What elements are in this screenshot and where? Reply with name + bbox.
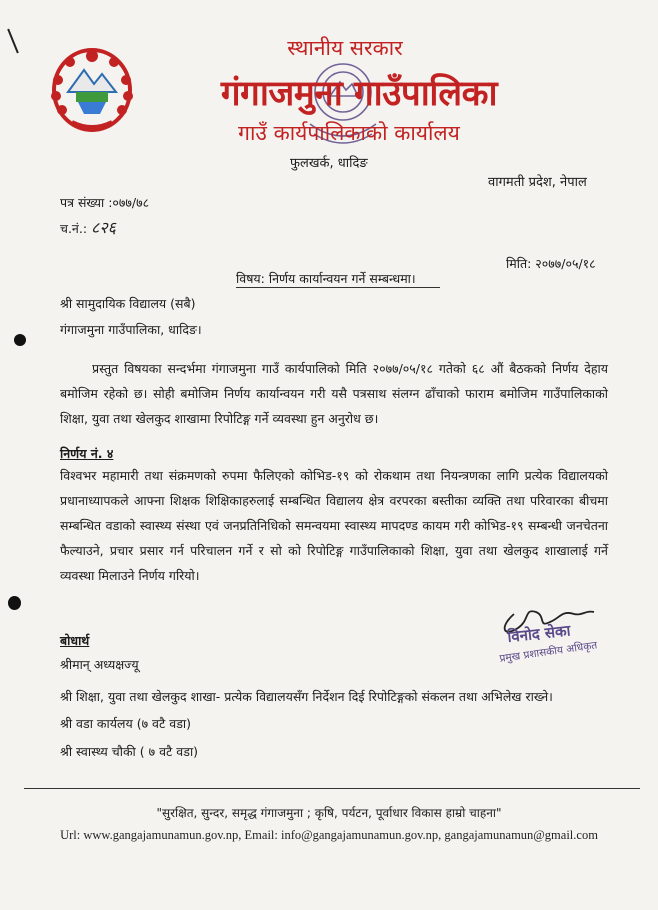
signature-block (490, 598, 620, 668)
decision-number-heading: निर्णय नं. ४ (60, 446, 114, 461)
recipient-line-2: गंगाजमुना गाउँपालिका, धादिङ। (60, 322, 202, 337)
letter-reference-number: पत्र संख्या :०७७/७८ (60, 195, 150, 210)
header-office-name: गाउँ कार्यपालिकाको कार्यालय (238, 121, 460, 145)
footer-slogan: "सुरक्षित, सुन्दर, समृद्ध गंगाजमुना ; कृषि, पर्यटन, पूर्वाधार विकास हाम्रो चाहना" (156, 806, 502, 820)
punch-hole (14, 334, 26, 346)
signature-name: विनोद सेका (506, 621, 572, 646)
decision-paragraph: विश्वभर महामारी तथा संक्रमणको रुपमा फैलिएको कोभिड-१९ को रोकथाम तथा नियन्त्रणका लागि प्रत्येक विद्यालयको प्रधानाध्यापकले आफ्ना शिक्षक शिक्षिकाहरुलाई सम्बन्धित विद्यालय क्षेत्र वरपरका बस्तीका व्यक्ति तथा परिवारका बीचमा सम्बन्धित वडाको स्वास्थ्य संस्था एवं जनप्रतिनिधिको समन्वयमा स्वास्थ्य मापदण्ड कायम गरी कोभिड-१९ सम्बन्धी जनचेतना फैल्याउने, प्रचार प्रसार गर्न परिचालन गर्ने र सो को रिपोटिङ्ग गाउँपालिकाको शिक्षा, युवा तथा खेलकुद शाखालाई गर्ने व्यवस्था मिलाउने निर्णय गरियो। (60, 468, 608, 583)
dispatch-number (60, 216, 116, 238)
cc-item: श्री स्वास्थ्य चौकी ( ७ वटै वडा) (60, 744, 199, 759)
letter-date: मिति: २०७७/०५/१८ (506, 256, 596, 271)
footer-divider (24, 788, 640, 789)
body-paragraph-1: प्रस्तुत विषयका सन्दर्भमा गंगाजमुना गाउँ कार्यपालिको मिति २०७७/०५/१८ गतेको ६८ औं बैठकको निर्णय देहाय बमोजिम रहेको छ। सोही बमोजिम निर्णय कार्यान्वयन गरी यसै पत्रसाथ संलग्न ढाँचाको फाराम बमोजिम गाउँपालिकाको शिक्षा, युवा तथा खेलकुद शाखामा रिपोटिङ्ग गर्ने व्यवस्था हुन अनुरोध छ। (60, 361, 608, 426)
cc-item: श्रीमान् अध्यक्षज्यू (60, 657, 139, 672)
signature-title: प्रमुख प्रशासकीय अधिकृत (498, 639, 599, 665)
cc-heading: बोधार्थ (60, 633, 90, 648)
recipient-line-1: श्री सामुदायिक विद्यालय (सबै) (60, 296, 196, 311)
cc-item: श्री शिक्षा, युवा तथा खेलकुद शाखा- प्रत्येक विद्यालयसँग निर्देशन दिई रिपोटिङ्गको संकलन तथा अभिलेख राख्ने। (60, 689, 553, 704)
footer-contact: Url: www.gangajamunamun.gov.np, Email: info@gangajamunamun.gov.np, gangajamunamun@gmail.com (60, 828, 598, 842)
subject-underline (236, 287, 440, 288)
dispatch-number-value: ८२६ (91, 218, 116, 237)
header-local-government: स्थानीय सरकार (287, 36, 403, 60)
letter-subject: विषय: निर्णय कार्यान्वयन गर्ने सम्बन्धमा। (236, 271, 416, 286)
header-address: फुलखर्क, धादिङ (290, 156, 368, 171)
dispatch-number-label: च.नं.: (60, 221, 88, 236)
header-municipality-name: गंगाजमुना गाउँपालिका (220, 74, 498, 114)
punch-hole (8, 596, 21, 610)
cc-item: श्री वडा कार्यलय (७ वटै वडा) (60, 716, 192, 731)
header-province: वागमती प्रदेश, नेपाल (488, 175, 587, 190)
